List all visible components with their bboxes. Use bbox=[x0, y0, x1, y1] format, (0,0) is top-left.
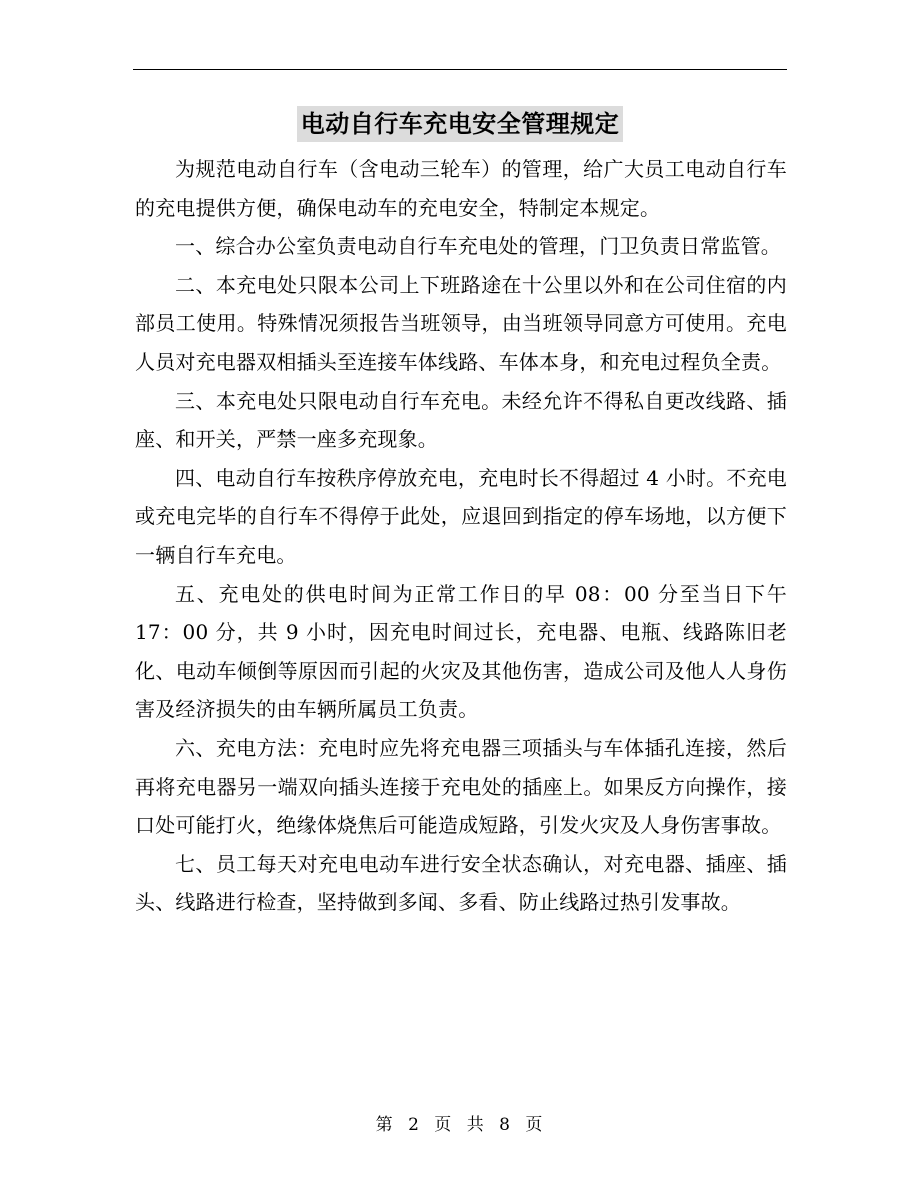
clause-2: 二、本充电处只限本公司上下班路途在十公里以外和在公司住宿的内部员工使用。特殊情况须报告当班领导，由当班领导同意方可使用。充电人员对充电器双相插头至连接车体线路、车体本身，和充电过程负全责。 bbox=[135, 272, 787, 374]
clause-5: 五、充电处的供电时间为正常工作日的早 08：00 分至当日下午 17：00 分，共 9 小时，因充电时间过长，充电器、电瓶、线路陈旧老化、电动车倾倒等原因而引起的火灾及其他伤害，造成公司及他人人身伤害及经济损失的由车辆所属员工负责。 bbox=[135, 581, 787, 722]
header-rule bbox=[133, 69, 787, 70]
clause-1: 一、综合办公室负责电动自行车充电处的管理，门卫负责日常监管。 bbox=[175, 234, 781, 259]
clause-6: 六、充电方法：充电时应先将充电器三项插头与车体插孔连接，然后再将充电器另一端双向插头连接于充电处的插座上。如果反方向操作，接口处可能打火，绝缘体烧焦后可能造成短路，引发火灾及人身伤害事故。 bbox=[135, 735, 787, 838]
intro-paragraph: 为规范电动自行车（含电动三轮车）的管理，给广大员工电动自行车的充电提供方便，确保电动车的充电安全，特制定本规定。 bbox=[135, 157, 787, 220]
document-body bbox=[135, 150, 787, 922]
clause-7: 七、员工每天对充电电动车进行安全状态确认，对充电器、插座、插头、线路进行检查，坚持做到多闻、多看、防止线路过热引发事故。 bbox=[135, 851, 787, 915]
title-container bbox=[0, 106, 920, 142]
page-number: 第 2 页 共 8 页 bbox=[375, 1115, 545, 1135]
clause-4: 四、电动自行车按秩序停放充电，充电时长不得超过 4 小时。不充电或充电完毕的自行车不得停于此处，应退回到指定的停车场地，以方便下一辆自行车充电。 bbox=[135, 465, 787, 567]
clause-3: 三、本充电处只限电动自行车充电。未经允许不得私自更改线路、插座、和开关，严禁一座多充现象。 bbox=[135, 388, 787, 452]
document-title: 电动自行车充电安全管理规定 bbox=[297, 106, 624, 142]
